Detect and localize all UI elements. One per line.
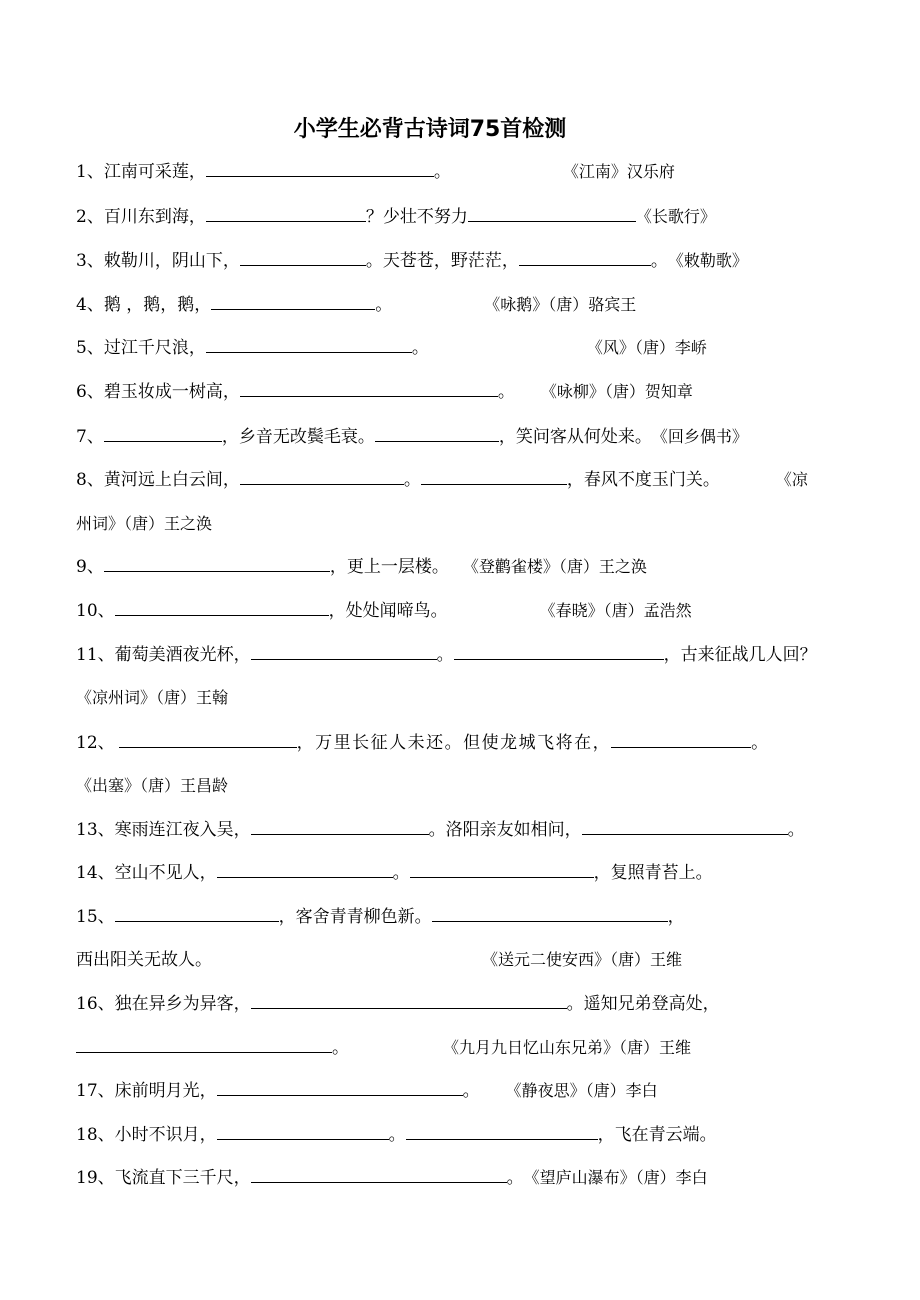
question-14 [76, 861, 864, 885]
poem-text: 。 [375, 295, 393, 315]
poem-text: 鹅 ，鹅，鹅， [103, 295, 212, 315]
poem-text: 。 [433, 162, 451, 182]
poem-text: 。洛阳亲友如相问， [428, 820, 582, 840]
question-number: 19、 [76, 1168, 115, 1188]
answer-blank[interactable] [251, 643, 437, 660]
question-number: 10、 [76, 601, 115, 621]
answer-blank[interactable] [115, 905, 279, 922]
poem-source: 《春晓》（唐）孟浩然 [539, 601, 692, 620]
poem-text: 。天苍苍，野茫茫， [365, 251, 519, 271]
poem-text: 床前明月光， [114, 1081, 217, 1101]
poem-text: 。 [332, 1038, 349, 1058]
poem-source: 州词》（唐）王之涣 [76, 514, 213, 533]
poem-text: 西出阳关无故人。 [76, 950, 212, 970]
question-number: 9、 [76, 557, 104, 577]
question-1 [76, 160, 864, 184]
question-10 [76, 599, 864, 623]
poem-text: 江南可采莲， [103, 162, 206, 182]
question-number: 7、 [76, 427, 104, 447]
answer-blank[interactable] [240, 380, 498, 397]
poem-source: 《咏鹅》（唐）骆宾王 [484, 295, 637, 314]
poem-text: 独在异乡为异客， [114, 994, 251, 1014]
poem-source: 《九月九日忆山东兄弟》（唐）王维 [443, 1038, 692, 1057]
question-6 [76, 380, 864, 404]
question-7 [76, 425, 864, 449]
answer-blank[interactable] [468, 205, 636, 222]
question-number: 8、 [76, 470, 104, 490]
poem-text: ，客舍青青柳色新。 [278, 907, 432, 927]
answer-blank[interactable] [432, 905, 668, 922]
poem-text: 葡萄美酒夜光杯， [114, 645, 251, 665]
answer-blank[interactable] [240, 249, 366, 266]
poem-source: 《静夜思》（唐）李白 [505, 1081, 658, 1100]
poem-text: 飞流直下三千尺， [114, 1168, 251, 1188]
answer-blank[interactable] [611, 731, 751, 748]
poem-text: 敕勒川，阴山下， [103, 251, 240, 271]
poem-source: 《登鹳雀楼》（唐）王之涣 [462, 557, 647, 576]
question-number: 6、 [76, 382, 104, 402]
question-5 [76, 336, 864, 360]
answer-blank[interactable] [104, 425, 222, 442]
question-4 [76, 293, 864, 317]
poem-text: ， [667, 907, 685, 927]
question-number: 17、 [76, 1081, 115, 1101]
question-3 [76, 249, 864, 273]
poem-text: 。遥知兄弟登高处， [566, 994, 720, 1014]
poem-source: 《咏柳》（唐）贺知章 [540, 382, 693, 401]
poem-source: 《长歌行》 [635, 207, 716, 226]
answer-blank[interactable] [406, 1123, 598, 1140]
poem-text: 。 [403, 470, 421, 490]
poem-text: ，万里长征人未还。但使龙城飞将在， [296, 733, 612, 753]
question-11 [76, 643, 864, 667]
question-16-line-2 [76, 1036, 864, 1060]
poem-text: ，复照青苔上。 [593, 863, 713, 883]
poem-text: 。 [497, 382, 515, 402]
question-number: 14、 [76, 863, 115, 883]
poem-text: ，飞在青云端。 [597, 1125, 717, 1145]
answer-blank[interactable] [375, 425, 499, 442]
poem-text: 。 [388, 1125, 406, 1145]
poem-text: ，古来征战几人回？ [663, 645, 817, 665]
poem-source: 《敕勒歌》 [667, 251, 748, 270]
answer-blank[interactable] [217, 861, 393, 878]
poem-text: 黄河远上白云间， [103, 470, 240, 490]
answer-blank[interactable] [240, 468, 404, 485]
question-number: 4、 [76, 295, 104, 315]
question-18 [76, 1123, 864, 1147]
poem-text: 。 [751, 733, 769, 753]
answer-blank[interactable] [251, 818, 429, 835]
poem-text: 。 [411, 338, 429, 358]
question-12-source-line [76, 774, 864, 798]
poem-text: ？少壮不努力 [365, 207, 468, 227]
question-12 [76, 731, 864, 755]
poem-text: 。 [506, 1168, 524, 1188]
question-number: 16、 [76, 994, 115, 1014]
poem-source: 《凉州词》（唐）王翰 [76, 688, 229, 707]
poem-text: 小时不识月， [114, 1125, 217, 1145]
poem-text: 。 [436, 645, 454, 665]
answer-blank[interactable] [76, 1036, 332, 1053]
poem-text: ，春风不度玉门关。 [566, 470, 720, 490]
question-15 [76, 905, 864, 929]
question-number: 12、 [76, 733, 115, 753]
question-number: 15、 [76, 907, 115, 927]
question-number: 5、 [76, 338, 104, 358]
answer-blank[interactable] [211, 293, 375, 310]
poem-source: 《江南》汉乐府 [562, 162, 675, 181]
answer-blank[interactable] [119, 731, 297, 748]
answer-blank[interactable] [582, 818, 788, 835]
page-title: 小学生必背古诗词75首检测 [293, 117, 567, 142]
question-number: 13、 [76, 820, 115, 840]
question-13 [76, 818, 864, 842]
poem-text: 空山不见人， [114, 863, 217, 883]
answer-blank[interactable] [115, 599, 329, 616]
answer-blank[interactable] [454, 643, 664, 660]
question-2 [76, 205, 864, 229]
answer-blank[interactable] [206, 205, 366, 222]
poem-text: ，笑问客从何处来。 [498, 427, 652, 447]
question-16 [76, 992, 864, 1016]
question-number: 3、 [76, 251, 104, 271]
question-11-source-line [76, 686, 864, 710]
answer-blank[interactable] [421, 468, 567, 485]
poem-text: 百川东到海， [103, 207, 206, 227]
question-number: 18、 [76, 1125, 115, 1145]
question-17 [76, 1079, 864, 1103]
question-number: 1、 [76, 162, 104, 182]
poem-text: 寒雨连江夜入吴， [114, 820, 251, 840]
poem-source: 《望庐山瀑布》（唐）李白 [523, 1168, 708, 1187]
question-8 [76, 468, 864, 492]
question-15-line-2 [76, 948, 864, 972]
answer-blank[interactable] [410, 861, 594, 878]
poem-source: 《风》（唐）李峤 [586, 338, 707, 357]
poem-text: 。 [392, 863, 410, 883]
answer-blank[interactable] [206, 336, 412, 353]
question-8-source-line [76, 512, 864, 536]
answer-blank[interactable] [251, 1166, 507, 1183]
question-19 [76, 1166, 864, 1190]
question-number: 11、 [76, 645, 115, 665]
poem-source: 《送元二使安西》（唐）王维 [482, 950, 683, 969]
poem-text: 。 [462, 1081, 480, 1101]
poem-text: 。 [650, 251, 668, 271]
answer-blank[interactable] [104, 555, 330, 572]
poem-text: ，处处闻啼鸟。 [328, 601, 448, 621]
question-9 [76, 555, 864, 579]
poem-text: 碧玉妆成一树高， [103, 382, 240, 402]
answer-blank[interactable] [206, 160, 434, 177]
question-number: 2、 [76, 207, 104, 227]
answer-blank[interactable] [519, 249, 651, 266]
poem-source: 《出塞》（唐）王昌龄 [76, 776, 229, 795]
poem-source: 《回乡偶书》 [651, 427, 748, 446]
poem-source: 《凉 [775, 470, 808, 489]
answer-blank[interactable] [217, 1123, 389, 1140]
poem-text: ，乡音无改鬓毛衰。 [221, 427, 375, 447]
poem-text: 。 [787, 820, 805, 840]
answer-blank[interactable] [217, 1079, 463, 1096]
answer-blank[interactable] [251, 992, 567, 1009]
poem-text: ，更上一层楼。 [329, 557, 449, 577]
poem-text: 过江千尺浪， [103, 338, 206, 358]
